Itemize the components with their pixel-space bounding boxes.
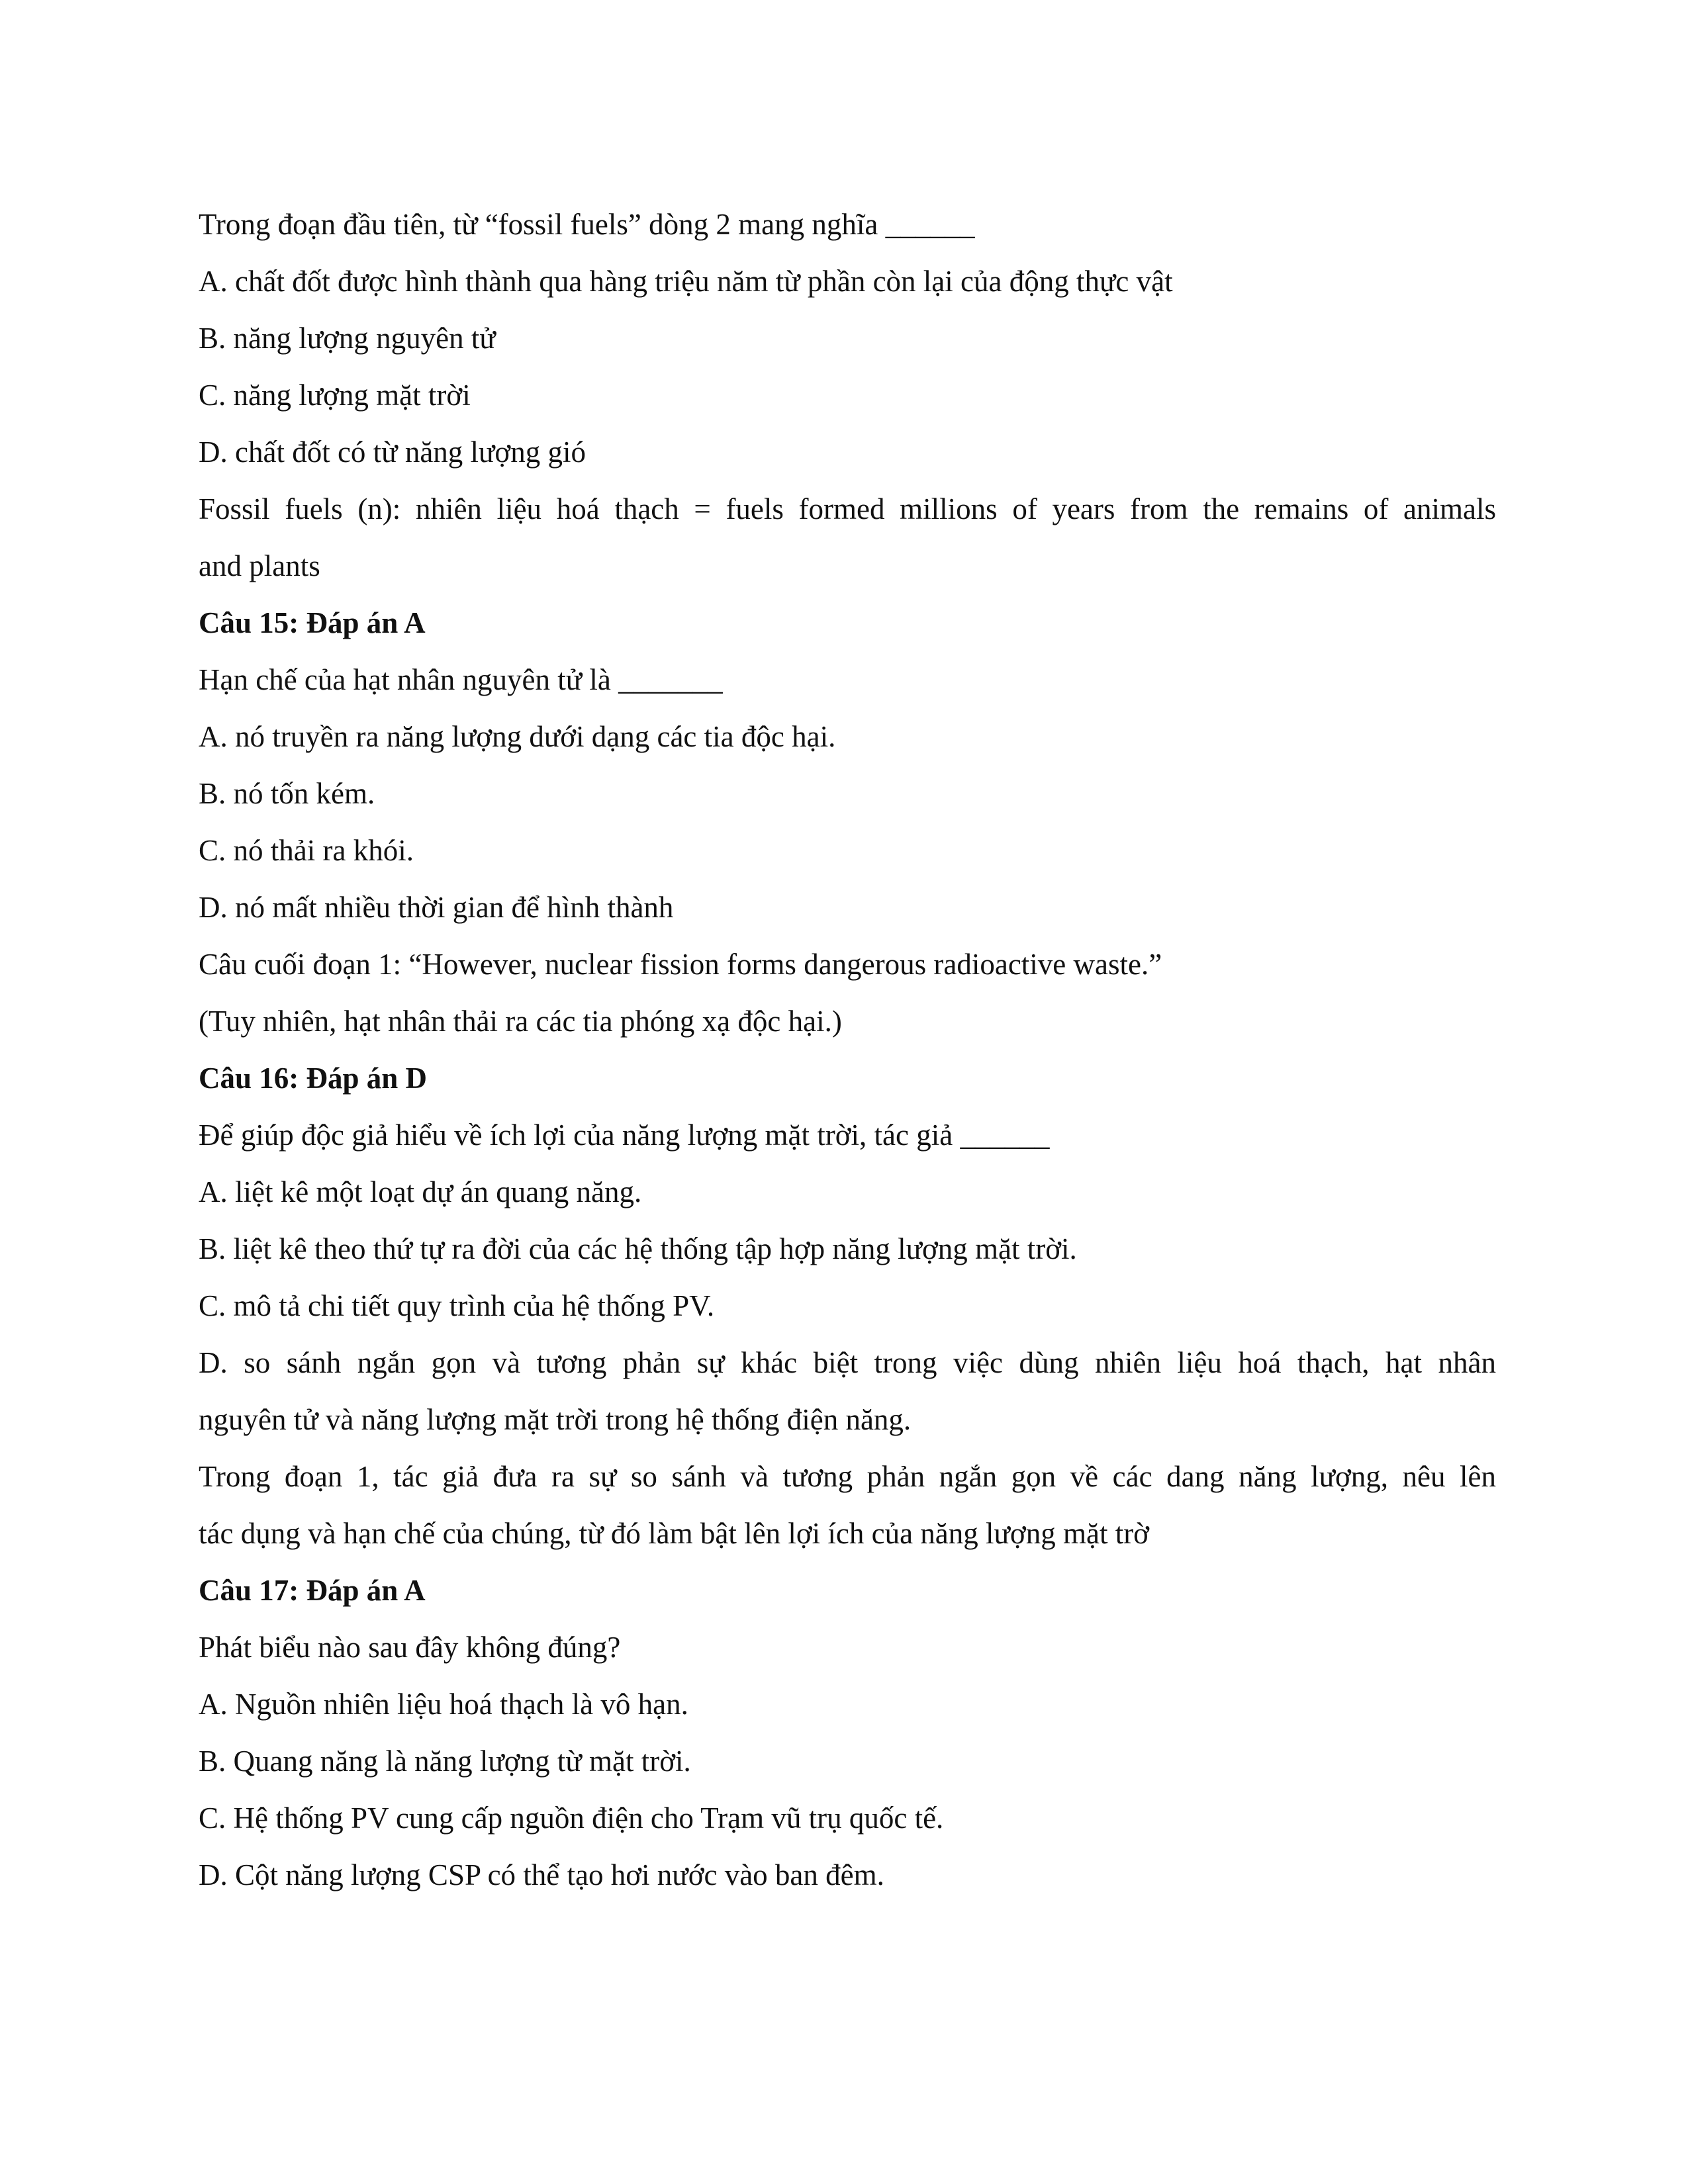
q16-option-c: C. mô tả chi tiết quy trình của hệ thống PV. (199, 1289, 715, 1322)
q14-explanation-line-1: Fossil fuels (n): nhiên liệu hoá thạch = fuels formed millions of years from the remains of animals (199, 492, 1496, 525)
q15-option-a: A. nó truyền ra năng lượng dưới dạng các tia độc hại. (199, 720, 836, 753)
q14-explanation-line-2: and plants (199, 549, 320, 582)
q15-explanation-line-1: Câu cuối đoạn 1: “However, nuclear fission forms dangerous radioactive waste.” (199, 948, 1162, 981)
q15-heading: Câu 15: Đáp án A (199, 606, 426, 639)
q15-explanation-line-2: (Tuy nhiên, hạt nhân thải ra các tia phóng xạ độc hại.) (199, 1005, 842, 1038)
q14-question: Trong đoạn đầu tiên, từ “fossil fuels” dòng 2 mang nghĩa ______ (199, 208, 975, 241)
q17-option-a: A. Nguồn nhiên liệu hoá thạch là vô hạn. (199, 1688, 688, 1721)
q17-option-d: D. Cột năng lượng CSP có thể tạo hơi nước vào ban đêm. (199, 1858, 884, 1891)
q15-question: Hạn chế của hạt nhân nguyên tử là _______ (199, 663, 723, 696)
q16-explanation-line-2: tác dụng và hạn chế của chúng, từ đó làm bật lên lợi ích của năng lượng mặt trờ (199, 1517, 1149, 1550)
q16-heading: Câu 16: Đáp án D (199, 1062, 428, 1095)
q14-option-a: A. chất đốt được hình thành qua hàng triệu năm từ phần còn lại của động thực vật (199, 265, 1173, 298)
q15-option-d: D. nó mất nhiều thời gian để hình thành (199, 891, 674, 924)
q16-option-d-line-1: D. so sánh ngắn gọn và tương phản sự khác biệt trong việc dùng nhiên liệu hoá thạch, hạt nhân (199, 1346, 1496, 1379)
q17-heading: Câu 17: Đáp án A (199, 1574, 426, 1607)
q14-option-c: C. năng lượng mặt trời (199, 379, 471, 412)
q17-option-b: B. Quang năng là năng lượng từ mặt trời. (199, 1745, 691, 1778)
q17-question: Phát biểu nào sau đây không đúng? (199, 1631, 621, 1664)
q16-option-d-line-2: nguyên tử và năng lượng mặt trời trong hệ thống điện năng. (199, 1403, 912, 1436)
q16-option-a: A. liệt kê một loạt dự án quang năng. (199, 1175, 642, 1208)
q16-explanation-line-1: Trong đoạn 1, tác giả đưa ra sự so sánh và tương phản ngắn gọn về các dang năng lượng, nêu lên (199, 1460, 1496, 1493)
q16-question: Để giúp độc giả hiểu về ích lợi của năng lượng mặt trời, tác giả ______ (199, 1118, 1050, 1152)
q17-option-c: C. Hệ thống PV cung cấp nguồn điện cho Trạm vũ trụ quốc tế. (199, 1801, 944, 1835)
answer-key-text (199, 196, 1496, 1903)
q15-option-b: B. nó tốn kém. (199, 777, 375, 810)
q15-option-c: C. nó thải ra khói. (199, 834, 414, 867)
q14-option-d: D. chất đốt có từ năng lượng gió (199, 435, 586, 469)
q16-option-b: B. liệt kê theo thứ tự ra đời của các hệ thống tập hợp năng lượng mặt trời. (199, 1232, 1077, 1265)
q14-option-b: B. năng lượng nguyên tử (199, 322, 496, 355)
